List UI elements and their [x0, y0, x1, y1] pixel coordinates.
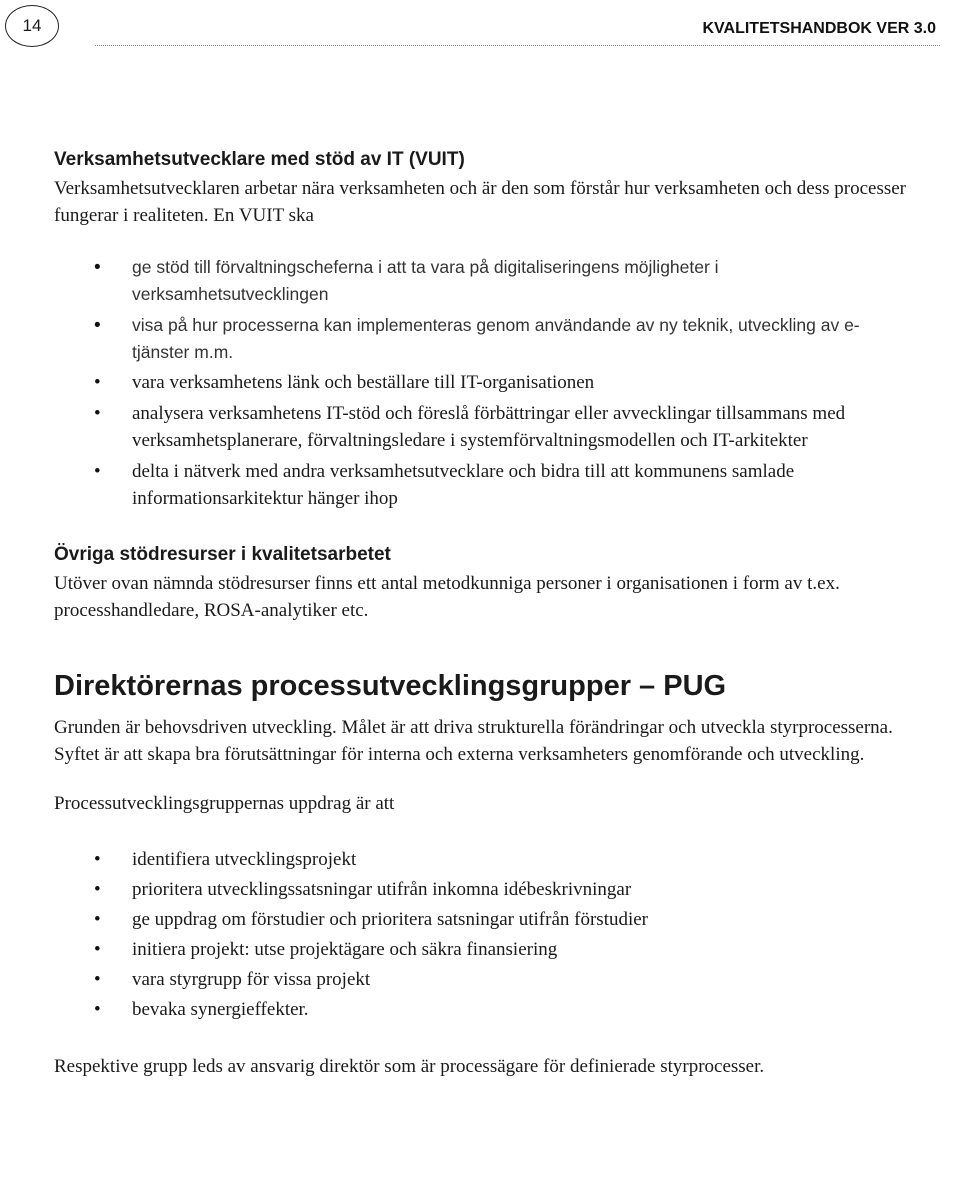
list-item: • analysera verksamhetens IT-stöd och föreslå förbättringar eller avvecklingar tillsammans med verksamhetsplanerare, förvaltningsledare i systemförvaltningsmodellen och IT-arkitekter [54, 400, 914, 454]
list-item: • ge stöd till förvaltningscheferna i att ta vara på digitaliseringens möjligheter i verksamhetsutvecklingen [54, 254, 914, 308]
list-item: • vara styrgrupp för vissa projekt [54, 965, 914, 995]
section-heading-vuit: Verksamhetsutvecklare med stöd av IT (VUIT) [54, 149, 465, 170]
page-content [54, 147, 914, 1080]
page-number [5, 5, 59, 47]
page-number-text: 14 [22, 16, 42, 35]
pug-closing: Respektive grupp leds av ansvarig direktör som är processägare för definierade styrprocesser. [54, 1056, 765, 1077]
list-item: • prioritera utvecklingssatsningar utifrån inkomna idébeskrivningar [54, 875, 914, 905]
pug-tasks-intro: Processutvecklingsgruppernas uppdrag är att [54, 793, 395, 814]
vuit-intro: Verksamhetsutvecklaren arbetar nära verksamheten och är den som förstår hur verksamheten och dess processer fungerar i realiteten. En VUIT ska [54, 178, 907, 226]
list-item: • vara verksamhetens länk och beställare till IT-organisationen [54, 369, 914, 396]
vuit-list [54, 254, 914, 512]
pug-intro: Grunden är behovsdriven utveckling. Målet är att driva strukturella förändringar och utveckla styrprocesserna. Syftet är att skapa bra förutsättningar för interna och externa verksamheters genomförande och utveckling. [54, 717, 893, 765]
other-text: Utöver ovan nämnda stödresurser finns ett antal metodkunniga personer i organisationen i form av t.ex. processhandledare, ROSA-analytiker etc. [54, 573, 840, 621]
section-heading-other: Övriga stödresurser i kvalitetsarbetet [54, 544, 391, 565]
list-item: • ge uppdrag om förstudier och prioritera satsningar utifrån förstudier [54, 905, 914, 935]
list-item: • bevaka synergieffekter. [54, 995, 914, 1025]
list-item: • initiera projekt: utse projektägare och säkra finansiering [54, 935, 914, 965]
list-item: • delta i nätverk med andra verksamhetsutvecklare och bidra till att kommunens samlade informationsarkitektur hänger ihop [54, 458, 914, 512]
header-divider [95, 45, 940, 46]
list-item: • visa på hur processerna kan implementeras genom användande av ny teknik, utveckling av e-tjänster m.m. [54, 312, 914, 366]
document-title: KVALITETSHANDBOK VER 3.0 [702, 20, 936, 37]
list-item: • identifiera utvecklingsprojekt [54, 845, 914, 875]
section-heading-pug: Direktörernas processutvecklingsgrupper – PUG [54, 670, 727, 702]
pug-list [54, 845, 914, 1025]
